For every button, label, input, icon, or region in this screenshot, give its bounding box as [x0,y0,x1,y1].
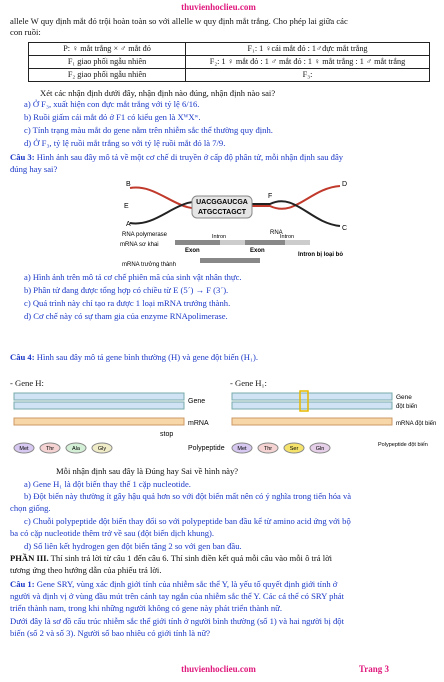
cross-table [28,42,430,82]
part3-text-1: Thí sinh trả lời từ câu 1 đến câu 6. Thí sinh điền kết quả mỗi câu vào mỗi ô trả lời [48,553,333,563]
q3-option-d: d) Cơ chế này có sự tham gia của enzyme RNApolimerase. [24,311,228,321]
aa-ala: Ala [72,446,80,452]
table-cell: F₁: 1 ♀cái mắt đỏ : 1♂đực mắt trắng [186,43,430,56]
table-cell: F₃: [186,69,430,82]
q-prev-stem: Xét các nhận định dưới đây, nhận định nào đúng, nhận định nào sai? [40,88,276,98]
aa-gln: Gln [315,446,325,452]
table-row [29,43,430,56]
q4-stem-text: Hình sau đây mô tả gene bình thường (H) và gene đột biến (H₁). [36,352,259,362]
q4-stem-2: Mỗi nhận định sau đây là Đúng hay Sai về hình này? [56,466,239,476]
intro-line-1: allele W quy định mắt đỏ trội hoàn toàn so với allelle w quy định mắt trắng. Cho phép lai giữa các [10,16,348,26]
q1-title: Câu 1: [10,579,35,589]
table-cell: F₂ giao phối ngẫu nhiên [29,69,186,82]
q4-option-c-cont: ba có cặp nucleotide thêm trở về sau (đột biến dịch khung). [10,528,215,538]
intron-label-1: Intron [212,234,227,240]
intron-label-2: Intron [280,234,295,240]
label-c: C [342,225,348,232]
label-d: D [342,181,348,188]
footer-page-number: Trang 3 [358,664,389,674]
q4-option-d: d) Số liên kết hydrogen gen đột biến tăng 2 so với gen ban đầu. [24,541,242,551]
exon-label-2: Exon [250,248,265,254]
aa-gly: Gly [97,446,107,452]
gene-h-label: - Gene H: [10,378,44,388]
gene-label: Gene [188,398,206,405]
table-row [29,56,430,69]
aa-met: Met [19,446,29,452]
footer-site[interactable]: thuvienhoclieu.com [181,664,256,674]
polypeptide-mut-label: Polypeptide đột biến [378,442,428,448]
q1-line-3: triển thành nam, trong khi những người không có gene này phát triển thành nữ. [10,603,282,613]
q4-option-c: c) Chuỗi polypeptide đột biến thay đổi so với polypeptide ban đầu kể từ amino acid ứng với bộ [24,516,351,526]
gene-label: Gene [396,394,412,401]
rna-label: RNA [270,230,283,236]
label-f: F [268,193,273,200]
seq-dna: ATGCCTAGCT [198,209,246,216]
q4-title: Câu 4: [10,352,35,362]
gene-h1-label: - Gene H₁: [230,378,267,388]
mrna-mature-label: mRNA trưởng thành [122,262,176,268]
q3-option-c: c) Quá trình này chỉ tạo ra được 1 loại mRNA trưởng thành. [24,298,231,308]
q3-stem-2: đúng hay sai? [10,164,58,174]
aa-thr: Thr [263,446,273,452]
q3-title: Câu 3: [10,152,35,162]
exon-label-1: Exon [185,248,200,254]
q4-option-a: a) Gene H₁ là đột biến thay thế 1 cặp nucleotide. [24,479,191,489]
q3-stem-text: Hình ảnh sau đây mô tả về một cơ chế di truyền ở cấp độ phân tử, mỗi nhận định sau đây [36,152,344,162]
q4-option-b: b) Đột biến này thường ít gây hậu quả hơn so với đột biến mất nên có ý nghĩa trong tiến hóa và [24,491,352,501]
aa-met: Met [237,446,247,452]
table-row [29,69,430,82]
part3-line-1 [10,553,430,563]
polypeptide-label: Polypeptide [188,445,225,452]
mrna-primary-label: mRNA sơ khai [120,242,159,248]
q-prev-option-b: b) Ruồi giấm cái mắt đỏ ở F1 có kiểu gen là XᵂXʷ. [24,112,201,122]
q-prev-option-c: c) Tính trạng màu mắt do gene nằm trên nhiễm sắc thể thường quy định. [24,125,273,135]
q3-option-b: b) Phân tử đang được tổng hợp có chiều từ E (5´) → F (3´). [24,285,229,295]
q3-option-a: a) Hình ảnh trên mô tả cơ chế phiên mã của sinh vật nhân thực. [24,272,242,282]
q1-line-1 [10,579,430,589]
table-cell: F₂: 1 ♀ mắt đỏ : 1 ♂ mắt đỏ : 1 ♀ mắt trắng : 1 ♂ mắt trắng [186,56,430,69]
mutation-label: đột biến [396,404,418,410]
q4-stem [10,352,430,362]
stop-label: stop [160,431,174,438]
label-b: B [126,181,131,188]
mrna-mut-label: mRNA đột biến [396,421,437,427]
q3-stem [10,152,430,162]
label-e: E [124,203,129,210]
transcription-figure [120,178,350,268]
rna-pol-label: RNA polymerase [122,232,168,238]
part3-line-2: tương ứng theo hướng dẫn của phiếu trả lời. [10,565,162,575]
seq-rna: UACGGAUCGA [196,199,248,206]
q4-option-b-cont: chọn giống. [10,503,51,513]
gene-h1-figure [228,390,437,460]
q1-text-1: Gene SRY, vùng xác định giới tính của nhiễm sắc thể Y, là yếu tố quyết định giới tính ở [34,579,338,589]
q1-line-2: người và định vị ở vùng đầu mút trên cánh tay ngắn của nhiễm sắc thể Y. Các cá thể có SRY phát [10,591,344,601]
site-header[interactable]: thuvienhoclieu.com [181,2,256,12]
aa-thr: Thr [45,446,55,452]
part3-title: PHẦN III. [10,553,49,563]
q-prev-option-d: d) Ở F₃, tỷ lệ ruồi mắt trắng so với tỷ lệ ruồi mắt đỏ là 7/9. [24,138,226,148]
intro-line-2: con ruồi: [10,27,41,37]
q1-line-5: biến (số 2 và số 3). Người số bao nhiêu có giới tính là nữ? [10,628,211,638]
mrna-label: mRNA [188,420,209,427]
q-prev-option-a: a) Ở F₃, xuất hiện con đực mắt trắng với tỷ lệ 6/16. [24,99,200,109]
table-cell: F₁ giao phối ngẫu nhiên [29,56,186,69]
table-cell: P: ♀ mắt trắng × ♂ mắt đỏ [29,43,186,56]
q1-line-4: Dưới đây là sơ đồ cấu trúc nhiễm sắc thể giới tính ở người bình thường (số 1) và hai người bị đột [10,616,344,626]
gene-h-figure [10,390,225,460]
aa-ser: Ser [289,446,299,452]
intron-removed-label: Intron bị loại bỏ [298,252,343,258]
label-a: A [126,221,131,228]
